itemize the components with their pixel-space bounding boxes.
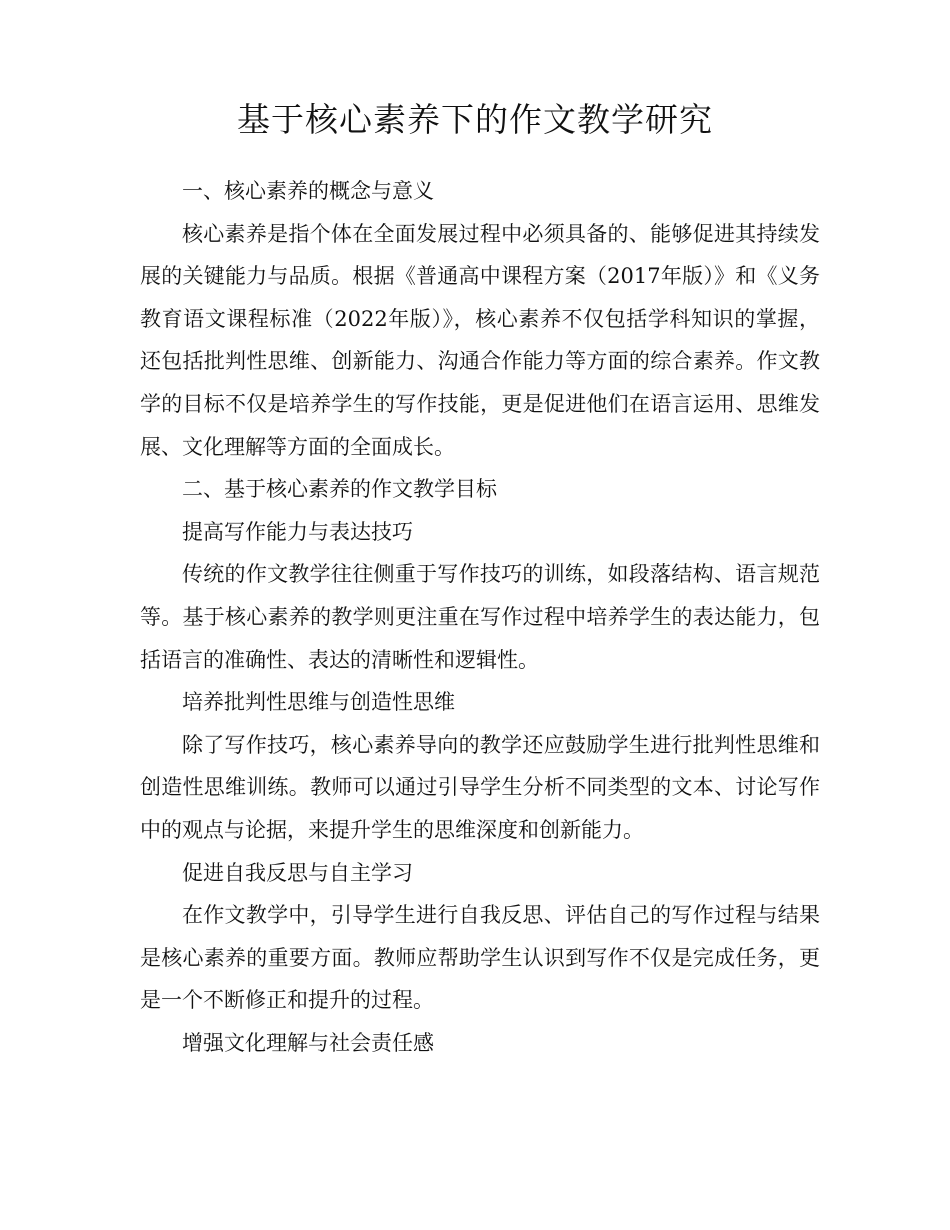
subheading-critical-thinking: 培养批判性思维与创造性思维	[182, 690, 455, 715]
body-paragraph-3: 除了写作技巧，核心素养导向的教学还应鼓励学生进行批判性思维和创造性思维训练。教师可以通过引导学生分析不同类型的文本、讨论写作中的观点与论据，来提升学生的思维深度和创新能力。	[140, 732, 820, 842]
section-heading-2: 二、基于核心素养的作文教学目标	[182, 477, 497, 502]
subheading-cultural-understanding: 增强文化理解与社会责任感	[182, 1030, 434, 1055]
body-paragraph-1: 核心素养是指个体在全面发展过程中必须具备的、能够促进其持续发展的关键能力与品质。根据《普通高中课程方案（2017年版）》和《义务教育语文课程标准（2022年版）》，核心素养不仅包括学科知识的掌握，还包括批判性思维、创新能力、沟通合作能力等方面的综合素养。作文教学的目标不仅是培养学生的写作技能，更是促进他们在语言运用、思维发展、文化理解等方面的全面成长。	[140, 221, 820, 459]
document-title: 基于核心素养下的作文教学研究	[237, 100, 713, 139]
subheading-self-reflection: 促进自我反思与自主学习	[182, 860, 413, 885]
document-body	[140, 170, 820, 1064]
body-paragraph-2: 传统的作文教学往往侧重于写作技巧的训练，如段落结构、语言规范等。基于核心素养的教学则更注重在写作过程中培养学生的表达能力，包括语言的准确性、表达的清晰性和逻辑性。	[140, 562, 820, 672]
subheading-writing-ability: 提高写作能力与表达技巧	[182, 519, 413, 544]
section-heading-1: 一、核心素养的概念与意义	[182, 179, 434, 203]
body-paragraph-4: 在作文教学中，引导学生进行自我反思、评估自己的写作过程与结果是核心素养的重要方面。教师应帮助学生认识到写作不仅是完成任务，更是一个不断修正和提升的过程。	[140, 903, 820, 1013]
